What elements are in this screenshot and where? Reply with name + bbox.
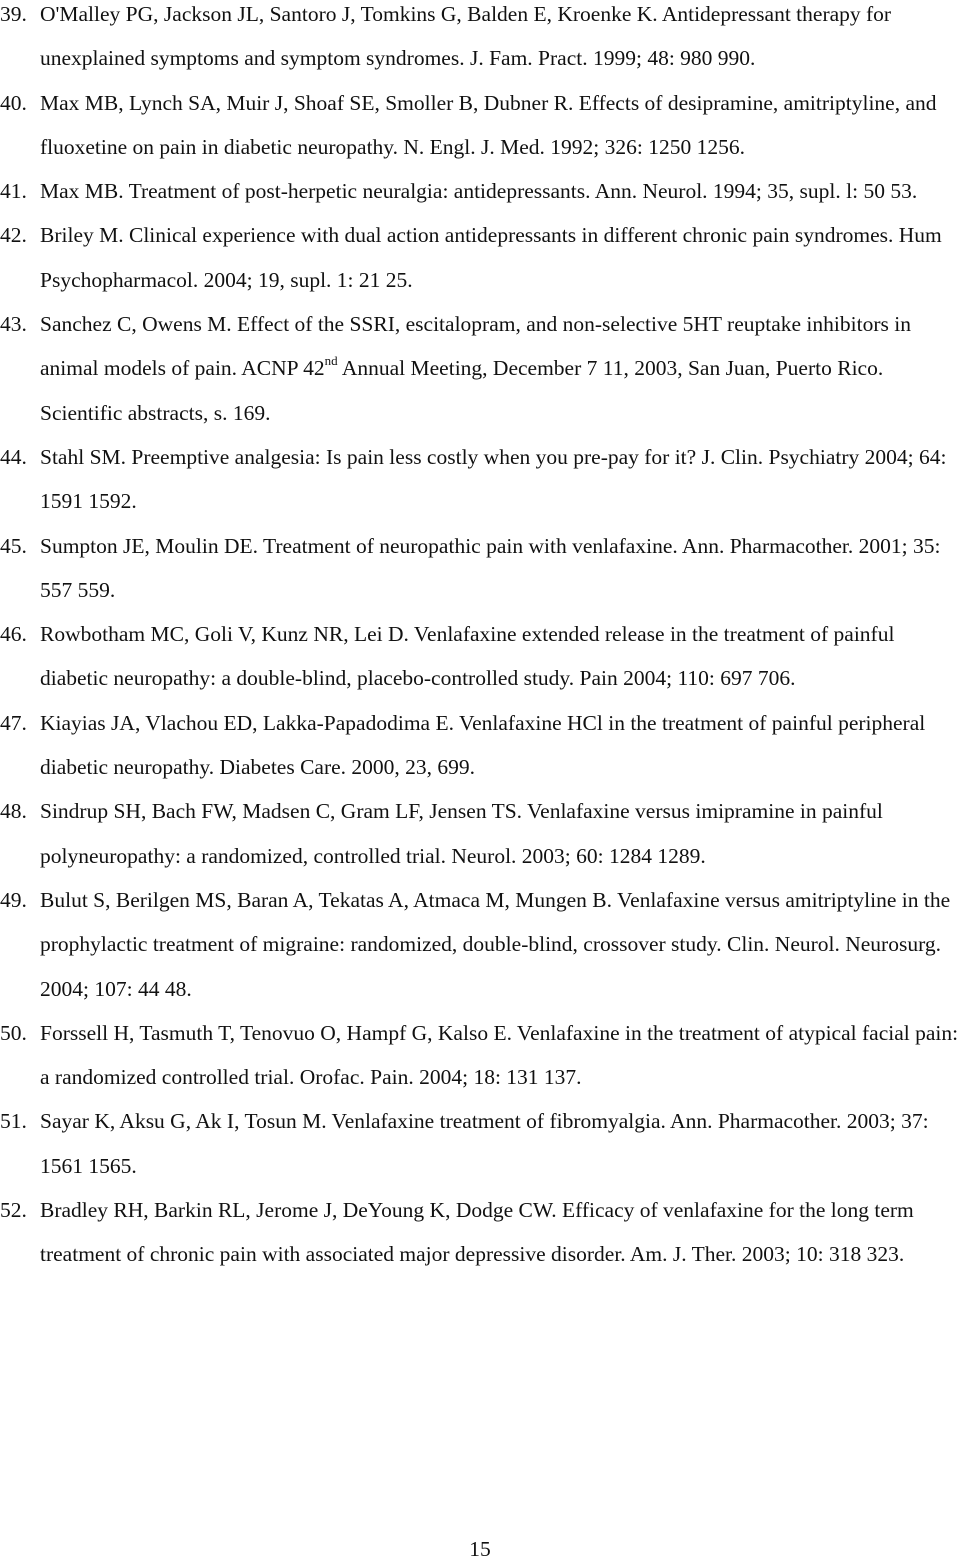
reference-item-46	[0, 612, 960, 701]
reference-number: 39.	[0, 2, 27, 26]
reference-number: 44.	[0, 444, 27, 469]
reference-item-43	[0, 302, 960, 435]
reference-text: Rowbotham MC, Goli V, Kunz NR, Lei D. Venlafaxine extended release in the treatment of painful diabetic neuropathy: a double-blind, placebo-controlled study. Pain 2004; 110: 697 706.	[40, 622, 895, 691]
reference-item-42	[0, 213, 960, 302]
reference-item-44	[0, 435, 960, 524]
reference-text: Max MB, Lynch SA, Muir J, Shoaf SE, Smoller B, Dubner R. Effects of desipramine, amitriptyline, and fluoxetine on pain in diabetic neuropathy. N. Engl. J. Med. 1992; 326: 1250 1256.	[40, 90, 937, 159]
reference-item-47	[0, 701, 960, 790]
reference-text: Bulut S, Berilgen MS, Baran A, Tekatas A, Atmaca M, Mungen B. Venlafaxine versus amitriptyline in the prophylactic treatment of migraine: randomized, double-blind, crossover study. Clin. Neurol. Neurosurg. 2004; 107: 44 48.	[40, 887, 951, 1001]
reference-text: Forssell H, Tasmuth T, Tenovuo O, Hampf G, Kalso E. Venlafaxine in the treatment of atypical facial pain: a randomized controlled trial. Orofac. Pain. 2004; 18: 131 137.	[40, 1020, 959, 1090]
reference-number: 48.	[0, 799, 27, 824]
reference-number: 42.	[0, 223, 27, 248]
reference-number: 50.	[0, 1020, 27, 1045]
ordinal-superscript: nd	[324, 353, 338, 369]
reference-text-after-superscript: Annual Meeting, December 7 11, 2003, San Juan, Puerto Rico. Scientific abstracts, s. 169.	[40, 356, 884, 425]
reference-text: Sumpton JE, Moulin DE. Treatment of neuropathic pain with venlafaxine. Ann. Pharmacother. 2001; 35: 557 559.	[40, 533, 941, 602]
page-number: 15	[469, 1537, 491, 1561]
reference-number: 43.	[0, 312, 27, 337]
reference-text: Briley M. Clinical experience with dual action antidepressants in different chronic pain syndromes. Hum Psychopharmacol. 2004; 19, supl. 1: 21 25.	[40, 223, 942, 292]
reference-text: Stahl SM. Preemptive analgesia: Is pain less costly when you pre-pay for it? J. Clin. Psychiatry 2004; 64: 1591 1592.	[40, 444, 947, 514]
reference-number: 49.	[0, 887, 27, 912]
reference-number: 45.	[0, 533, 27, 558]
reference-text: Bradley RH, Barkin RL, Jerome J, DeYoung K, Dodge CW. Efficacy of venlafaxine for the long term treatment of chronic pain with associated major depressive disorder. Am. J. Ther. 2003; 10: 318 323.	[40, 1198, 914, 1267]
reference-item-39	[0, 0, 960, 81]
reference-text	[40, 302, 960, 435]
reference-item-41	[0, 169, 960, 213]
reference-text: Sindrup SH, Bach FW, Madsen C, Gram LF, Jensen TS. Venlafaxine versus imipramine in painful polyneuropathy: a randomized, controlled trial. Neurol. 2003; 60: 1284 1289.	[40, 799, 883, 868]
reference-item-40	[0, 81, 960, 170]
reference-number: 47.	[0, 710, 27, 735]
reference-item-49	[0, 878, 960, 1011]
reference-number: 51.	[0, 1109, 27, 1134]
reference-text-before-superscript: Sanchez C, Owens M. Effect of the SSRI, escitalopram, and non-selective 5HT reuptake inhibitors in animal models of pain. ACNP 42	[40, 312, 911, 381]
reference-item-50	[0, 1011, 960, 1100]
reference-text: Kiayias JA, Vlachou ED, Lakka-Papadodima E. Venlafaxine HCl in the treatment of painful peripheral diabetic neuropathy. Diabetes Care. 2000, 23, 699.	[40, 710, 926, 780]
reference-number: 46.	[0, 622, 27, 647]
reference-number: 41.	[0, 179, 27, 204]
reference-item-48	[0, 789, 960, 878]
reference-item-52	[0, 1188, 960, 1277]
reference-text: Max MB. Treatment of post-herpetic neuralgia: antidepressants. Ann. Neurol. 1994; 35, supl. l: 50 53.	[40, 179, 918, 204]
reference-number: 40.	[0, 90, 27, 115]
reference-item-45	[0, 524, 960, 613]
reference-text: O'Malley PG, Jackson JL, Santoro J, Tomkins G, Balden E, Kroenke K. Antidepressant therapy for unexplained symptoms and symptom syndromes. J. Fam. Pract. 1999; 48: 980 990.	[40, 2, 892, 71]
reference-item-51	[0, 1099, 960, 1188]
reference-text: Sayar K, Aksu G, Ak I, Tosun M. Venlafaxine treatment of fibromyalgia. Ann. Pharmacother. 2003; 37: 1561 1565.	[40, 1109, 929, 1178]
reference-number: 52.	[0, 1198, 27, 1223]
